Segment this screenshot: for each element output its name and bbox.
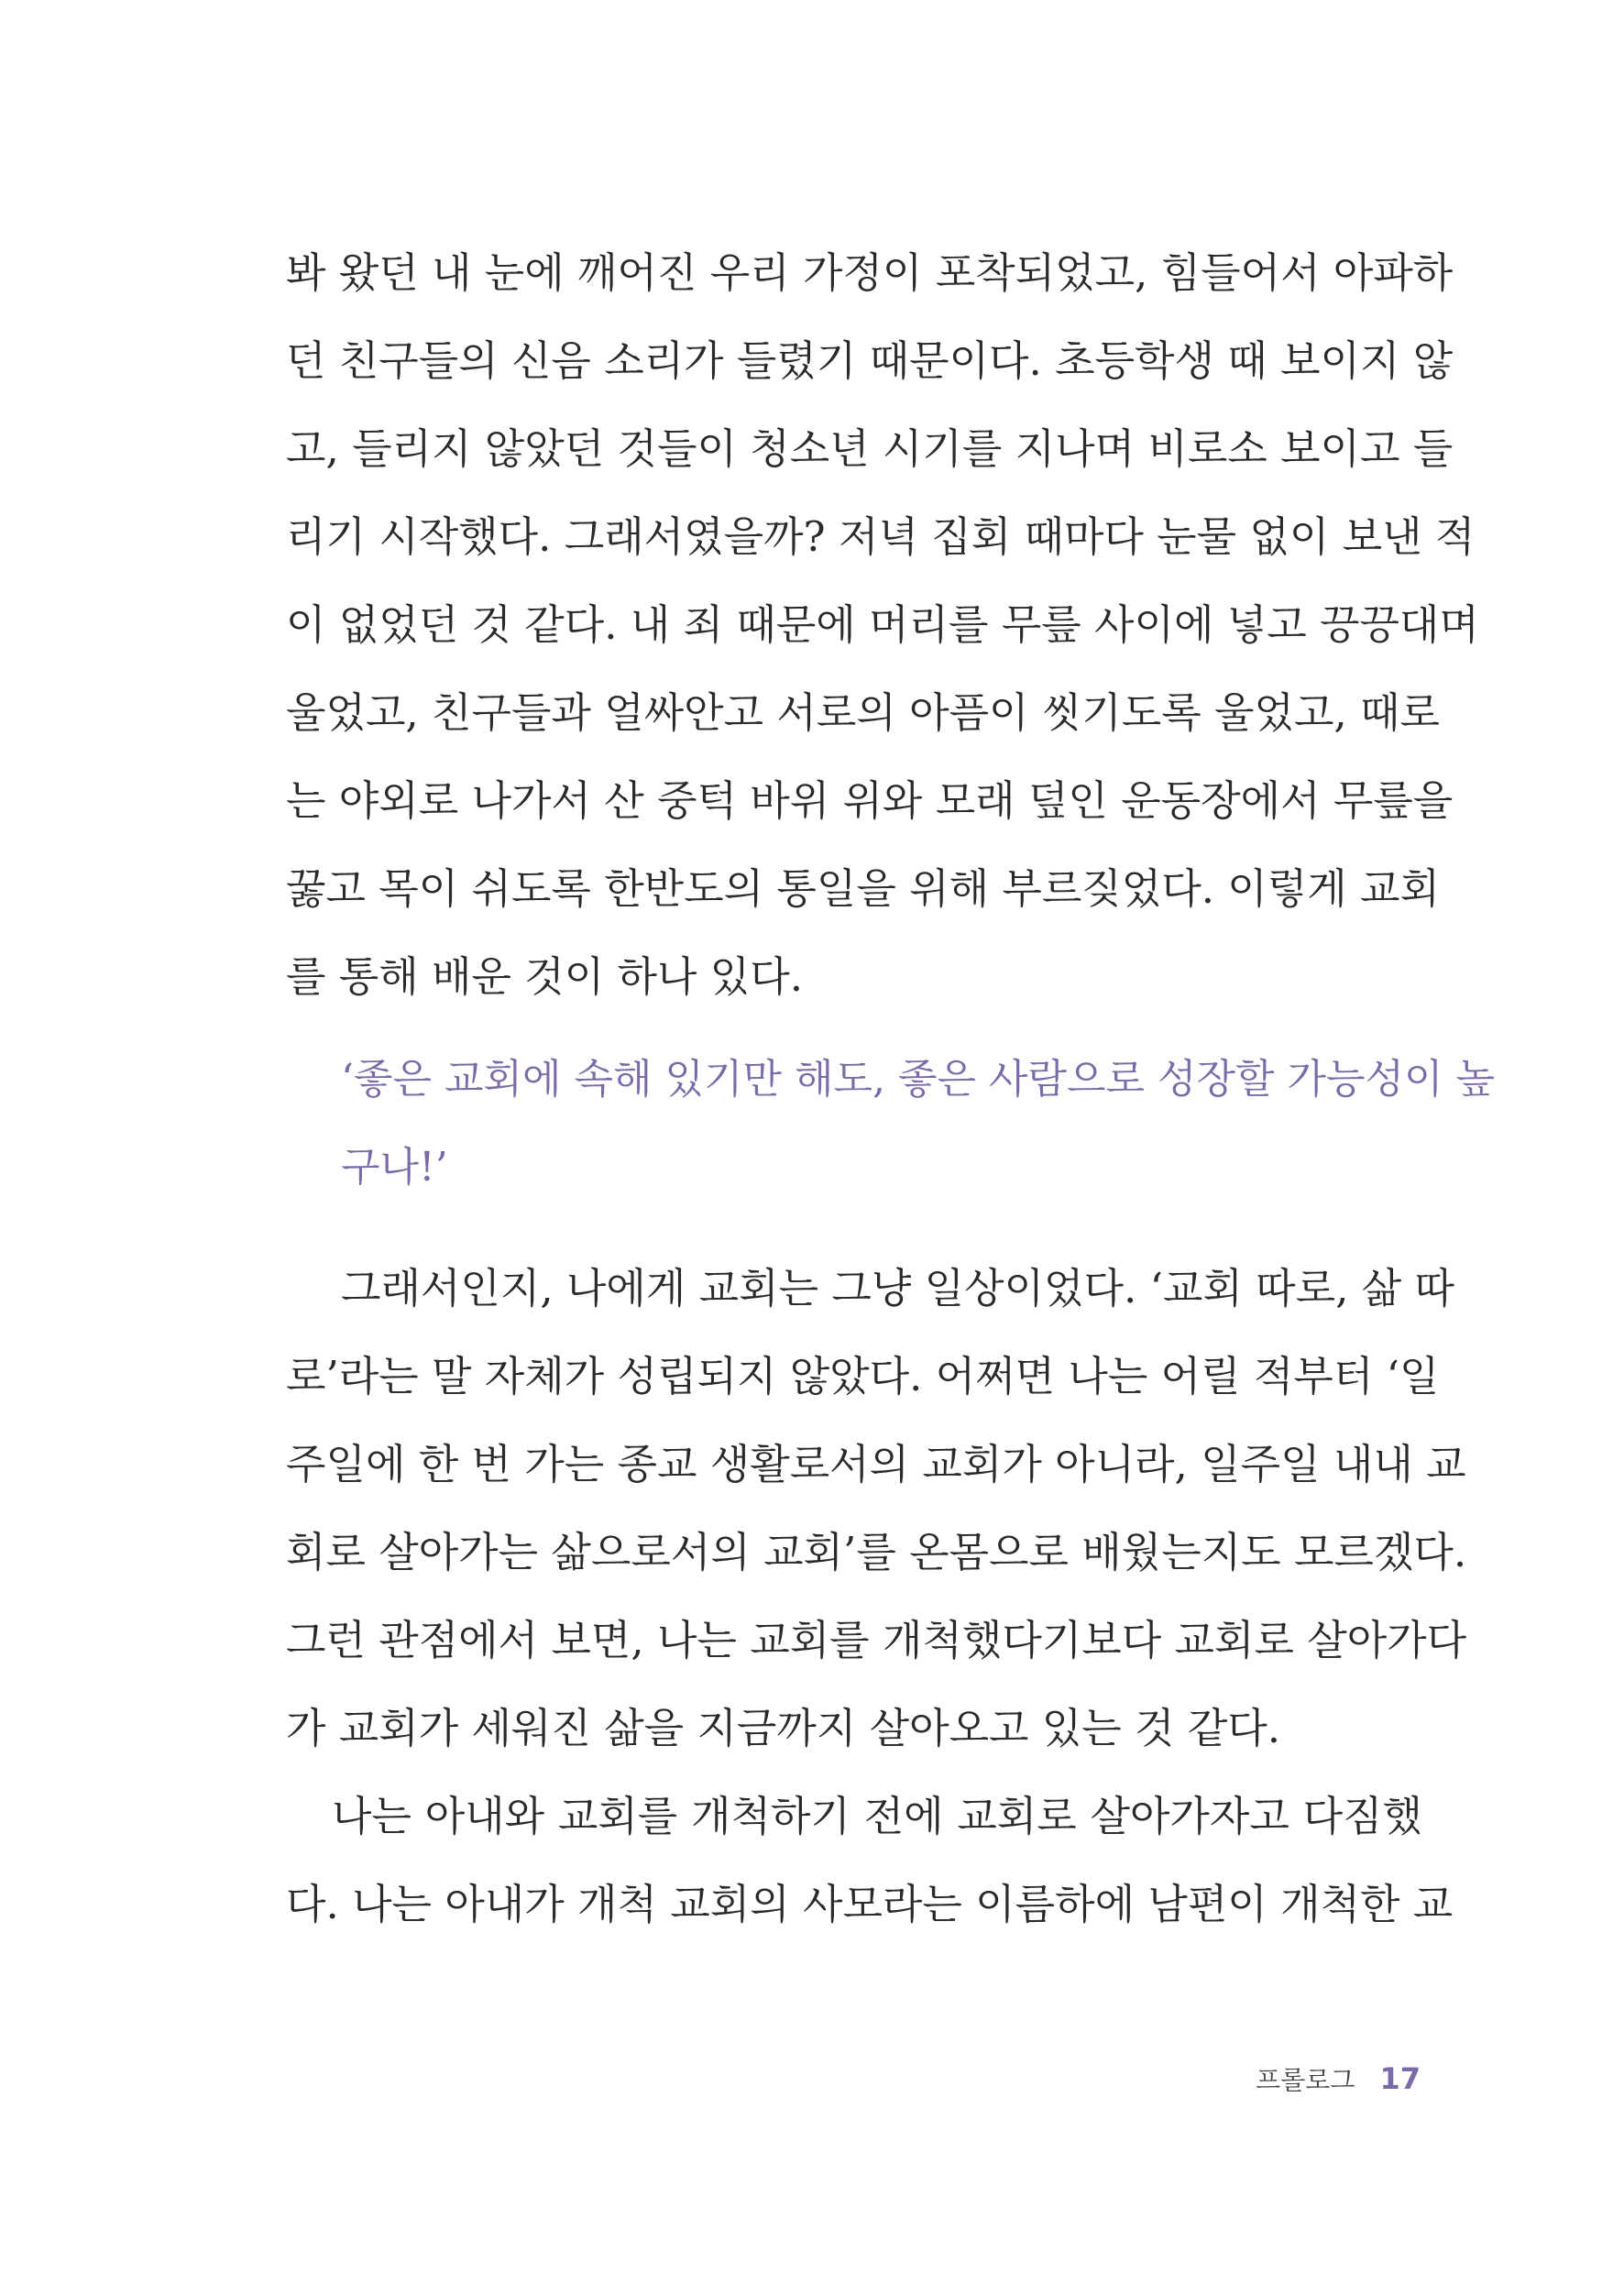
highlighted-quote <box>341 1036 1495 1212</box>
page-number: 17 <box>1379 2061 1421 2096</box>
text-line: 꿇고 목이 쉬도록 한반도의 통일을 위해 부르짖었다. 이렇게 교회 <box>286 864 1440 913</box>
text-line: 고, 들리지 않았던 것들이 청소년 시기를 지나며 비로소 보이고 들 <box>286 424 1454 473</box>
quote-line: ‘좋은 교회에 속해 있기만 해도, 좋은 사람으로 성장할 가능성이 높 <box>341 1056 1495 1103</box>
text-line: 를 통해 배운 것이 하나 있다. <box>286 952 803 1001</box>
text-line: 이 없었던 것 같다. 내 죄 때문에 머리를 무릎 사이에 넣고 끙끙대며 <box>286 600 1479 649</box>
page-footer <box>1256 2056 1421 2102</box>
quote-line: 구나!’ <box>341 1144 448 1191</box>
text-line: 그래서인지, 나에게 교회는 그냥 일상이었다. ‘교회 따로, 삶 따 <box>341 1264 1454 1312</box>
text-line: 봐 왔던 내 눈에 깨어진 우리 가정이 포착되었고, 힘들어서 아파하 <box>286 248 1454 297</box>
text-line: 던 친구들의 신음 소리가 들렸기 때문이다. 초등학생 때 보이지 않 <box>286 336 1454 385</box>
text-line: 회로 살아가는 삶으로서의 교회’를 온몸으로 배웠는지도 모르겠다. <box>286 1528 1467 1576</box>
text-line: 그런 관점에서 보면, 나는 교회를 개척했다기보다 교회로 살아가다 <box>286 1616 1467 1664</box>
paragraph-1 <box>286 229 1479 1021</box>
text-line: 다. 나는 아내가 개척 교회의 사모라는 이름하에 남편이 개척한 교 <box>286 1880 1454 1928</box>
text-line: 는 야외로 나가서 산 중턱 바위 위와 모래 덮인 운동장에서 무릎을 <box>286 776 1454 825</box>
paragraph-2 <box>286 1245 1467 1949</box>
text-line: 주일에 한 번 가는 종교 생활로서의 교회가 아니라, 일주일 내내 교 <box>286 1440 1466 1488</box>
text-line: 가 교회가 세워진 삶을 지금까지 살아오고 있는 것 같다. <box>286 1704 1281 1752</box>
text-line: 로’라는 말 자체가 성립되지 않았다. 어쩌면 나는 어릴 적부터 ‘일 <box>286 1352 1440 1400</box>
text-line: 울었고, 친구들과 얼싸안고 서로의 아픔이 씻기도록 울었고, 때로 <box>286 688 1440 737</box>
text-line: 나는 아내와 교회를 개척하기 전에 교회로 살아가자고 다짐했 <box>332 1792 1422 1840</box>
section-title: 프롤로그 <box>1256 2065 1355 2095</box>
text-line: 리기 시작했다. 그래서였을까? 저녁 집회 때마다 눈물 없이 보낸 적 <box>286 512 1476 561</box>
